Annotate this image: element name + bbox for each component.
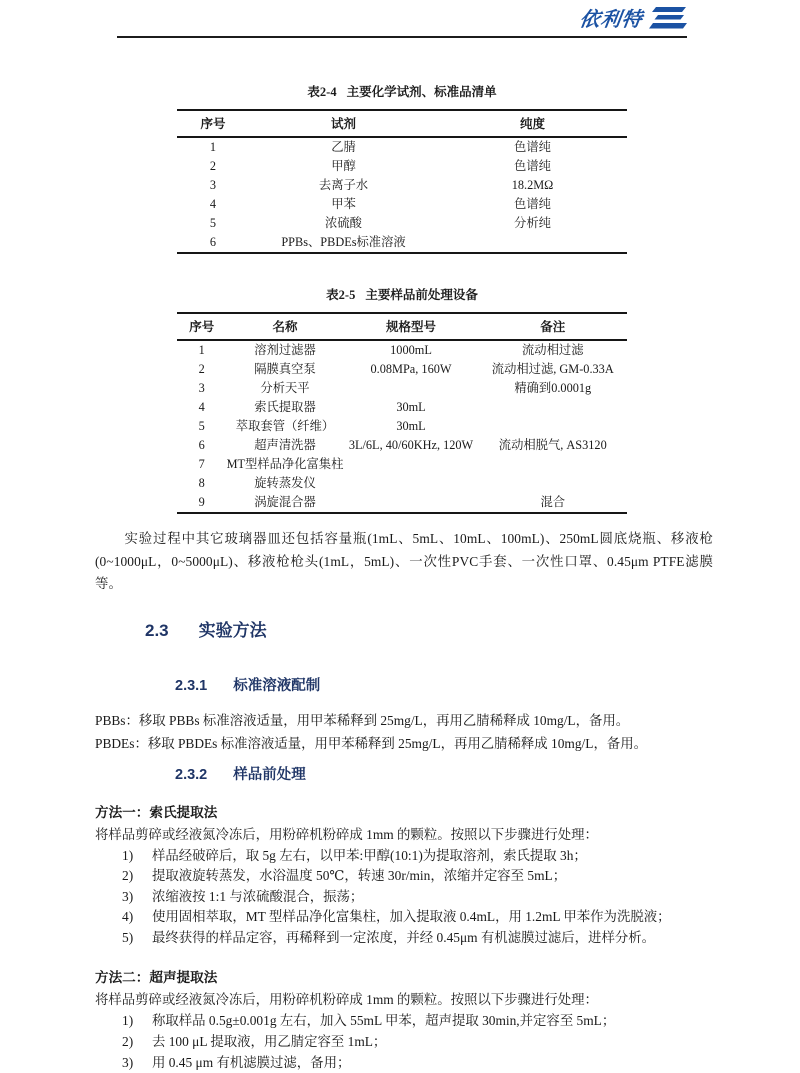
cell-spec: 0.08MPa, 160W	[370, 362, 452, 376]
step-number: 1)	[122, 1013, 134, 1029]
cell-index: 1	[209, 140, 217, 154]
cell-note: 流动相脱气, AS3120	[498, 438, 607, 452]
list-item	[95, 1032, 713, 1053]
list-item	[95, 887, 713, 908]
cell-purity: 色谱纯	[514, 140, 551, 154]
cell-purity: 色谱纯	[514, 197, 551, 211]
step-text: 样品经破碎后，取 5g 左右，以甲苯:甲醇(10:1)为提取溶剂，索氏提取 3h；	[152, 847, 587, 863]
logo-text: 依利特	[578, 9, 645, 31]
method1-steps	[95, 846, 713, 949]
step-number: 4)	[122, 909, 134, 925]
table1-caption-title: 主要化学试剂、标准品清单	[346, 85, 497, 99]
cell-reagent: 甲苯	[331, 197, 356, 211]
cell-index: 3	[198, 381, 205, 395]
cell-device: MT型样品净化富集柱	[226, 457, 344, 471]
table-row	[177, 340, 627, 360]
table-row	[177, 360, 627, 379]
table-row	[177, 379, 627, 398]
pbdes-line: PBDEs：移取 PBDEs 标准溶液适量，用甲苯稀释到 25mg/L，再用乙腈稀释成 10mg/L，备用。	[95, 735, 648, 751]
table-row	[177, 195, 627, 214]
table-row	[177, 474, 627, 493]
col-header: 试剂	[249, 110, 438, 137]
cell-purity: 分析纯	[514, 216, 551, 230]
step-number: 3)	[122, 888, 134, 904]
cell-purity	[438, 233, 627, 253]
cell-reagent: 浓硫酸	[325, 216, 362, 230]
cell-index: 3	[209, 178, 217, 192]
col-header: 备注	[479, 313, 628, 340]
cell-reagent: 甲醇	[331, 159, 356, 173]
glassware-paragraph: 实验过程中其它玻璃器皿还包括容量瓶(1mL、5mL、10mL、100mL)、250mL圆底烧瓶、移液枪(0~1000μL，0~5000μL)、移液枪枪头(1mL，5mL)、一次性PVC手套、一次性口罩、0.45μm PTFE滤膜等。	[95, 531, 713, 591]
cell-spec: 3L/6L, 40/60KHz, 120W	[348, 438, 474, 452]
cell-device: 超声清洗器	[254, 438, 316, 452]
col-header: 纯度	[438, 110, 627, 137]
table-row	[177, 398, 627, 417]
subsection-number: 2.3.2	[175, 766, 208, 783]
cell-index: 5	[198, 419, 205, 433]
method2-intro: 将样品剪碎或经液氮冷冻后，用粉碎机粉碎成 1mm 的颗粒。按照以下步骤进行处理：	[95, 992, 598, 1008]
table2-caption	[177, 287, 627, 303]
table2-caption-label: 表2-5	[326, 288, 356, 302]
cell-note: 流动相过滤	[522, 343, 584, 357]
cell-device: 旋转蒸发仪	[254, 476, 316, 490]
col-header: 序号	[177, 313, 227, 340]
cell-reagent: 去离子水	[318, 178, 369, 192]
section-heading-2-3	[145, 620, 713, 642]
table-row	[177, 233, 627, 253]
col-header: 序号	[177, 110, 249, 137]
section-number: 2.3	[145, 620, 169, 640]
step-number: 2)	[122, 868, 134, 884]
list-item	[95, 866, 713, 887]
subsection-heading-2-3-2	[175, 765, 713, 785]
cell-reagent: 乙腈	[331, 140, 356, 154]
cell-index: 5	[209, 216, 217, 230]
cell-spec	[344, 455, 479, 474]
cell-index: 7	[198, 457, 205, 471]
cell-note: 流动相过滤, GM-0.33A	[491, 362, 614, 376]
cell-index: 6	[198, 438, 205, 452]
cell-spec	[344, 493, 479, 513]
cell-device: 隔膜真空泵	[254, 362, 316, 376]
cell-spec	[344, 474, 479, 493]
method2-title: 方法二：超声提取法	[95, 970, 218, 986]
cell-note	[479, 474, 628, 493]
table2-caption-title: 主要样品前处理设备	[365, 288, 478, 302]
subsection-number: 2.3.1	[175, 677, 208, 694]
table-row	[177, 137, 627, 157]
cell-note	[479, 455, 628, 474]
table-row	[177, 493, 627, 513]
cell-index: 1	[198, 343, 205, 357]
list-item	[95, 1053, 713, 1073]
subsection-title: 标准溶液配制	[233, 677, 321, 694]
table-row	[177, 455, 627, 474]
cell-index: 6	[209, 235, 217, 249]
reagents-table	[177, 109, 627, 254]
table-row	[177, 214, 627, 233]
logo-stripes-icon	[646, 6, 688, 30]
method1-title: 方法一：索氏提取法	[95, 804, 218, 820]
cell-index: 2	[198, 362, 205, 376]
cell-note: 精确到0.0001g	[514, 381, 592, 395]
step-text: 最终获得的样品定容，再稀释到一定浓度，并经 0.45μm 有机滤膜过滤后，进样分析。	[152, 929, 656, 945]
list-item	[95, 907, 713, 928]
method1-intro: 将样品剪碎或经液氮冷冻后，用粉碎机粉碎成 1mm 的颗粒。按照以下步骤进行处理：	[95, 826, 598, 842]
step-number: 5)	[122, 929, 134, 945]
section-title: 实验方法	[198, 620, 267, 640]
step-number: 1)	[122, 847, 134, 863]
subsection-heading-2-3-1	[175, 676, 713, 696]
cell-note	[479, 398, 628, 417]
table-row	[177, 417, 627, 436]
col-header: 名称	[227, 313, 344, 340]
cell-device: 萃取套管（纤维）	[235, 419, 335, 433]
col-header: 规格型号	[344, 313, 479, 340]
table-header-row	[177, 110, 627, 137]
cell-note	[479, 417, 628, 436]
cell-index: 4	[198, 400, 205, 414]
table1-caption	[177, 84, 627, 100]
table-row	[177, 436, 627, 455]
cell-index: 4	[209, 197, 217, 211]
step-text: 去 100 μL 提取液，用乙腈定容至 1mL；	[152, 1034, 387, 1050]
cell-purity: 色谱纯	[514, 159, 551, 173]
cell-spec: 1000mL	[390, 343, 432, 357]
list-item	[95, 1011, 713, 1032]
cell-spec: 30mL	[396, 419, 426, 433]
list-item	[95, 928, 713, 949]
subsection-title: 样品前处理	[233, 766, 306, 783]
table1-caption-label: 表2-4	[307, 85, 337, 99]
cell-index: 9	[198, 495, 205, 509]
cell-spec	[344, 379, 479, 398]
company-logo	[580, 3, 688, 32]
table-row	[177, 176, 627, 195]
page-content	[95, 84, 713, 1073]
step-text: 提取液旋转蒸发，水浴温度 50℃，转速 30r/min，浓缩并定容至 5mL；	[152, 868, 567, 884]
cell-device: 分析天平	[260, 381, 310, 395]
cell-purity: 18.2MΩ	[511, 178, 554, 192]
step-text: 称取样品 0.5g±0.001g 左右，加入 55mL 甲苯，超声提取 30min,并定容至 5mL；	[152, 1013, 616, 1029]
list-item	[95, 846, 713, 867]
cell-device: 涡旋混合器	[254, 495, 316, 509]
equipment-table	[177, 312, 627, 514]
header-divider	[117, 36, 687, 38]
step-number: 3)	[122, 1054, 134, 1070]
cell-reagent: PPBs、PBDEs标准溶液	[281, 235, 406, 249]
method2-steps	[95, 1011, 713, 1073]
standard-prep-lines	[95, 709, 713, 755]
table-header-row	[177, 313, 627, 340]
cell-note: 混合	[540, 495, 566, 509]
step-number: 2)	[122, 1034, 134, 1050]
cell-index: 2	[209, 159, 217, 173]
pbbs-line: PBBs：移取 PBBs 标准溶液适量，用甲苯稀释到 25mg/L，再用乙腈稀释成 10mg/L，备用。	[95, 712, 630, 728]
step-text: 使用固相萃取，MT 型样品净化富集柱，加入提取液 0.4mL，用 1.2mL 甲苯作为洗脱液；	[152, 909, 671, 925]
cell-spec: 30mL	[396, 400, 426, 414]
table-row	[177, 157, 627, 176]
cell-device: 索氏提取器	[254, 400, 316, 414]
cell-index: 8	[198, 476, 205, 490]
cell-device: 溶剂过滤器	[254, 343, 316, 357]
step-text: 用 0.45 μm 有机滤膜过滤，备用；	[152, 1054, 351, 1070]
step-text: 浓缩液按 1:1 与浓硫酸混合，振荡；	[152, 888, 364, 904]
